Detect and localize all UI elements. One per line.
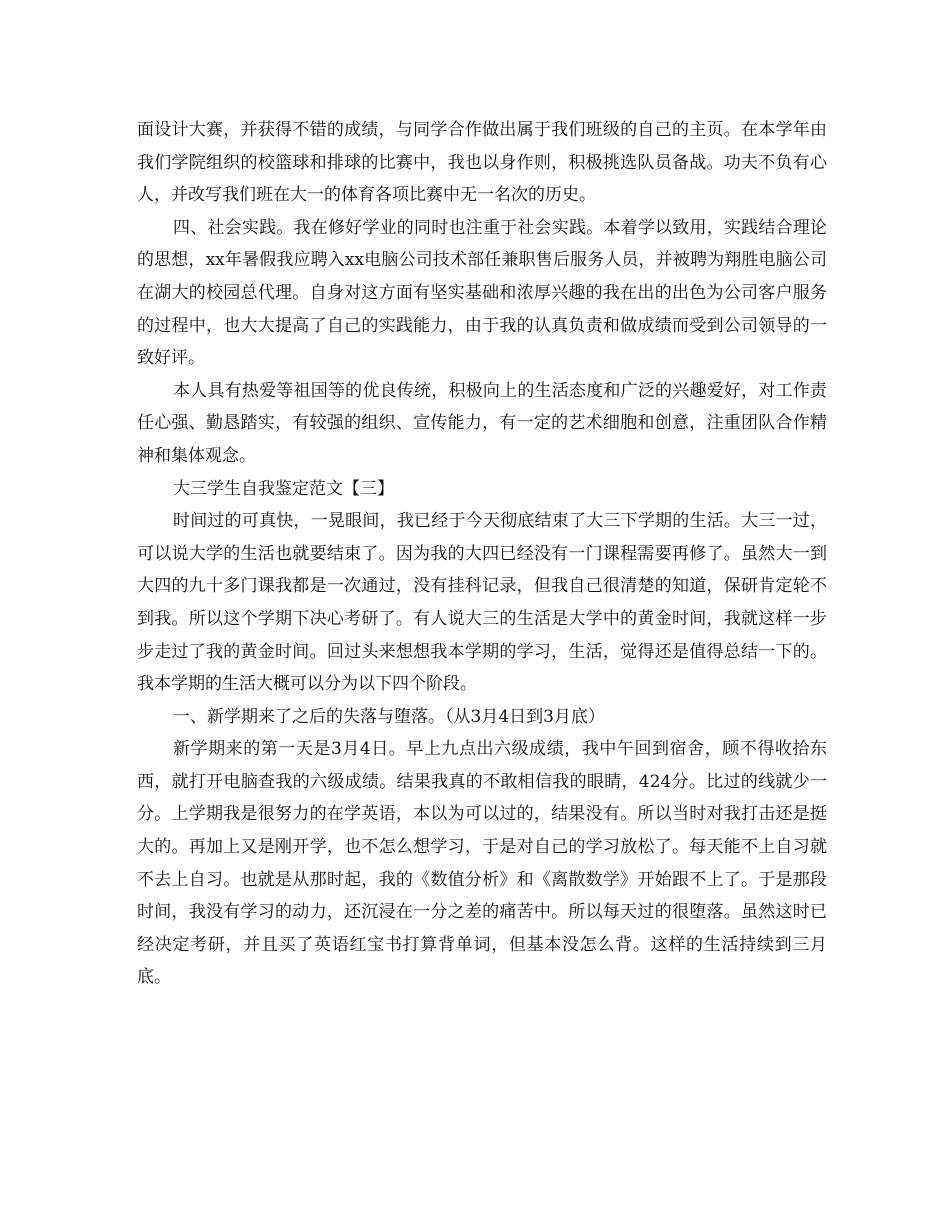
paragraph-7: 新学期来的第一天是3月4日。早上九点出六级成绩，我中午回到宿舍，顾不得收拾东西，就打开电脑查我的六级成绩。结果我真的不敢相信我的眼睛，424分。比过的线就少一分。上学期我是很努力的在学英语，本以为可以过的，结果没有。所以当时对我打击还是挺大的。再加上又是刚开学，也不怎么想学习，于是对自己的学习放松了。每天能不上自习就不去上自习。也就是从那时起，我的《数值分析》和《离散数学》开始跟不上了。于是那段时间，我没有学习的动力，还沉浸在一分之差的痛苦中。所以每天过的很堕落。虽然这时已经决定考研，并且买了英语红宝书打算背单词，但基本没怎么背。这样的生活持续到三月底。: [137, 739, 827, 988]
paragraph-3: 本人具有热爱等祖国等的优良传统，积极向上的生活态度和广泛的兴趣爱好，对工作责任心强、勤恳踏实，有较强的组织、宣传能力，有一定的艺术细胞和创意，注重团队合作精神和集体观念。: [137, 380, 827, 466]
subheading-stage-one: 一、新学期来了之后的失落与堕落。（从3月4日到3月底）: [173, 706, 605, 727]
section-heading: 大三学生自我鉴定范文【三】: [173, 478, 394, 499]
paragraph-1: 面设计大赛，并获得不错的成绩，与同学合作做出属于我们班级的自己的主页。在本学年由我们学院组织的校篮球和排球的比赛中，我也以身作则，积极挑选队员备战。功夫不负有心人，并改写我们班在大一的体育各项比赛中无一名次的历史。: [137, 120, 827, 206]
paragraph-5: 时间过的可真快，一晃眼间，我已经于今天彻底结束了大三下学期的生活。大三一过，可以说大学的生活也就要结束了。因为我的大四已经没有一门课程需要再修了。虽然大一到大四的九十多门课我都是一次通过，没有挂科记录，但我自己很清楚的知道，保研肯定轮不到我。所以这个学期下决心考研了。有人说大三的生活是大学中的黄金时间，我就这样一步步走过了我的黄金时间。回过头来想想我本学期的学习，生活，觉得还是值得总结一下的。我本学期的生活大概可以分为以下四个阶段。: [137, 511, 827, 695]
document-body: [137, 114, 827, 994]
paragraph-2: 四、社会实践。我在修好学业的同时也注重于社会实践。本着学以致用，实践结合理论的思想，xx年暑假我应聘入xx电脑公司技术部任兼职售后服务人员，并被聘为翔胜电脑公司在湖大的校园总代理。自身对这方面有坚实基础和浓厚兴趣的我在出的出色为公司客户服务的过程中，也大大提高了自己的实践能力，由于我的认真负责和做成绩而受到公司领导的一致好评。: [137, 217, 827, 369]
